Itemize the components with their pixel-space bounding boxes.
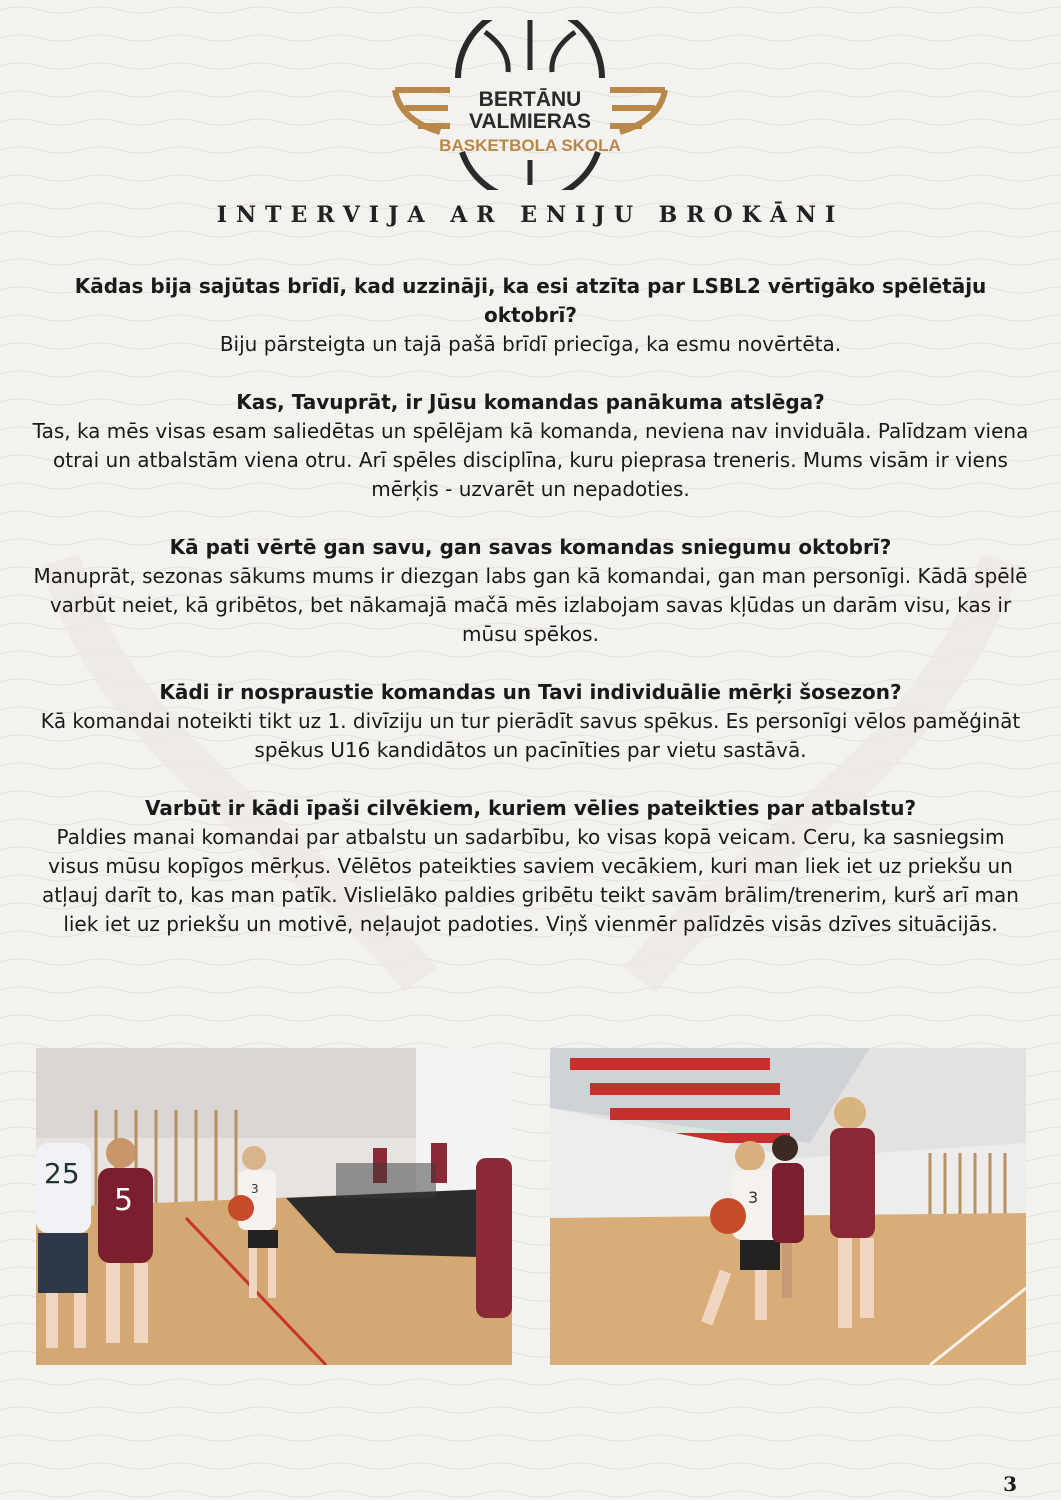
- qa-item: [30, 678, 1031, 765]
- jersey-number: 3: [748, 1188, 759, 1207]
- school-logo: [380, 20, 680, 190]
- basketball-icon: [228, 1195, 254, 1221]
- qa-item: [30, 388, 1031, 504]
- jersey-number: 5: [114, 1183, 134, 1218]
- answer: Kā komandai noteikti tikt uz 1. divīziju un tur pierādīt savus spēkus. Es personīgi vēlos paměģināt spēkus U16 kandidātos un pacīnīties par vietu sastāvā.: [40, 709, 1021, 762]
- question: Kādi ir nospraustie komandas un Tavi individuālie mērķi šosezon?: [159, 680, 902, 704]
- question: Varbūt ir kādi īpaši cilvēkiem, kuriem vēlies pateikties par atbalstu?: [144, 796, 917, 820]
- left-wing-icon: [395, 90, 450, 132]
- qa-item: [30, 272, 1031, 359]
- page-title: INTERVIJA AR ENIJU BROKĀNI: [216, 202, 845, 228]
- basketball-icon: [710, 1198, 746, 1234]
- answer: Manuprāt, sezonas sākums mums ir diezgan labs gan kā komandai, gan man personīgi. Kādā spēlē varbūt neiet, kā gribētos, bet nākamajā mačā mēs izlabojam savas kļūdas un darām visu, kas ir mūsu spēkos.: [33, 564, 1028, 646]
- right-wing-icon: [610, 90, 665, 132]
- question: Kas, Tavuprāt, ir Jūsu komandas panākuma atslēga?: [236, 390, 825, 414]
- logo-line-1: BERTĀNU: [478, 88, 582, 111]
- game-photo-2: [550, 1048, 1026, 1365]
- question: Kādas bija sajūtas brīdī, kad uzzināji, ka esi atzīta par LSBL2 vērtīgāko spēlētāju oktobrī?: [74, 274, 987, 327]
- answer: Paldies manai komandai par atbalstu un sadarbību, ko visas kopā veicam. Ceru, ka sasniegsim visus mūsu kopīgos mērķus. Vēlētos pateikties saviem vecākiem, kuri man liek iet uz priekšu un atļauj darīt to, kas man patīk. Vislielāko paldies gribētu teikt savām brālim/trenerim, kurš arī man liek iet uz priekšu un motivē, neļaujot padoties. Viņš vienmēr palīdzēs visās dzīves situācijās.: [42, 825, 1019, 936]
- interview-content: [30, 272, 1031, 968]
- question: Kā pati vērtē gan savu, gan savas komandas sniegumu oktobrī?: [169, 535, 892, 559]
- qa-item: [30, 794, 1031, 939]
- answer: Tas, ka mēs visas esam saliedētas un spēlējam kā komanda, neviena nav inviduāla. Palīdzam viena otrai un atbalstām viena otru. Arī spēles disciplīna, kuru pieprasa treneris. Mums visām ir viens mērķis - uzvarēt un nepadoties.: [32, 419, 1029, 501]
- logo-line-3: BASKETBOLA SKOLA: [439, 136, 621, 155]
- jersey-number: 25: [44, 1157, 80, 1190]
- game-photo-1: [36, 1048, 512, 1365]
- logo-line-2: VALMIERAS: [468, 110, 592, 133]
- jersey-number: 3: [251, 1182, 259, 1196]
- page-number: 3: [1003, 1472, 1017, 1496]
- qa-item: [30, 533, 1031, 649]
- answer: Biju pārsteigta un tajā pašā brīdī priecīga, ka esmu novērtēta.: [219, 332, 842, 356]
